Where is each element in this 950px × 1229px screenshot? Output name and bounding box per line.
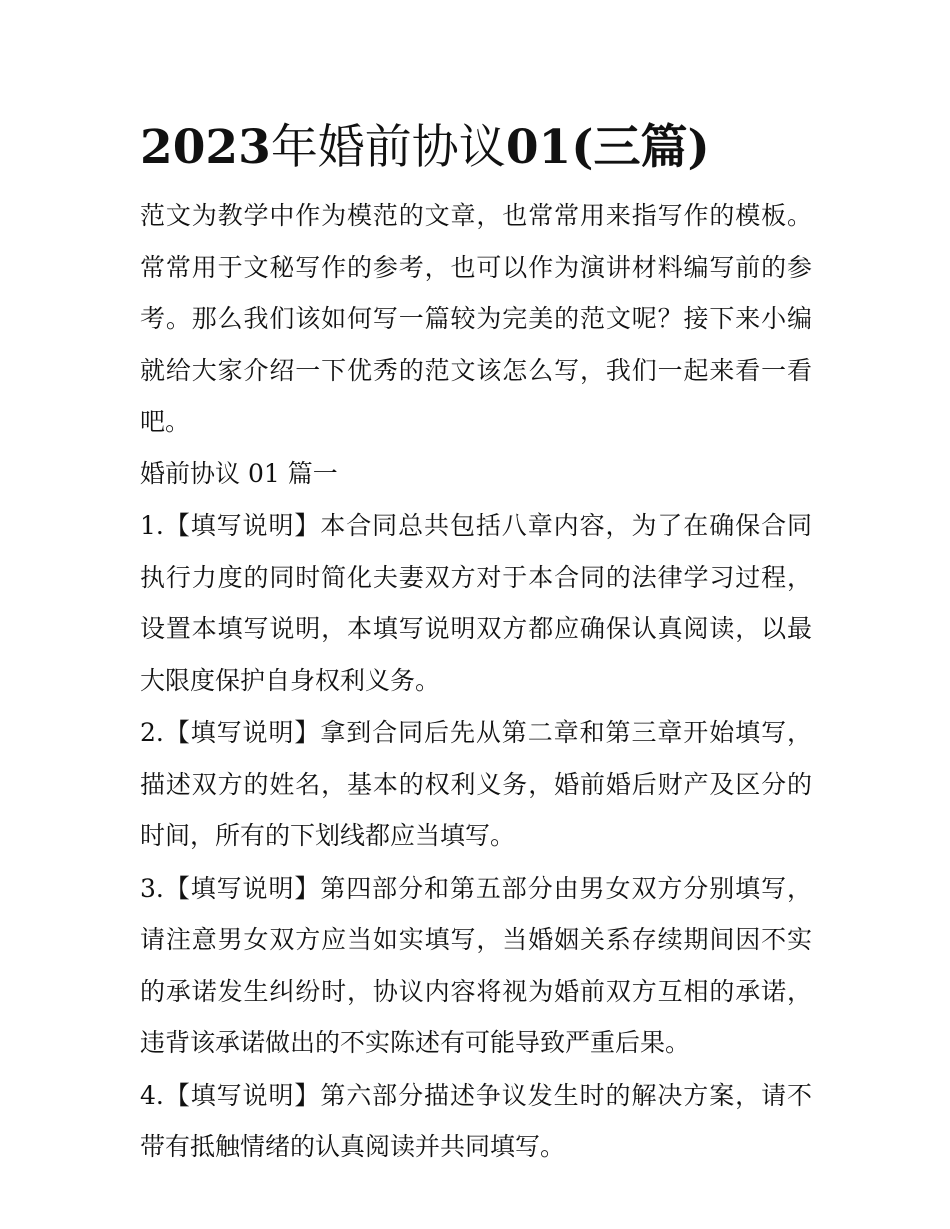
instruction-item-3: 3.【填写说明】第四部分和第五部分由男女双方分别填写，请注意男女双方应当如实填写，当婚姻关系存续期间因不实的承诺发生纠纷时，协议内容将视为婚前双方互相的承诺，违背该承诺做出的不实陈述有可能导致严重后果。 [140, 873, 812, 1057]
instruction-item-2: 2.【填写说明】拿到合同后先从第二章和第三章开始填写，描述双方的姓名，基本的权利义务，婚前婚后财产及区分的时间，所有的下划线都应当填写。 [140, 718, 812, 850]
intro-paragraph: 范文为教学中作为模范的文章，也常常用来指写作的模板。常常用于文秘写作的参考，也可以作为演讲材料编写前的参考。那么我们该如何写一篇较为完美的范文呢？接下来小编就给大家介绍一下优秀的范文该怎么写，我们一起来看一看吧。 [140, 201, 812, 436]
instruction-item-1: 1.【填写说明】本合同总共包括八章内容，为了在确保合同执行力度的同时简化夫妻双方对于本合同的法律学习过程，设置本填写说明，本填写说明双方都应确保认真阅读，以最大限度保护自身权利义务。 [140, 511, 812, 695]
document-title [140, 110, 812, 186]
title-year: 2023 [140, 120, 271, 175]
title-text: 年婚前协议 [270, 120, 506, 175]
instruction-item-4: 4.【填写说明】第六部分描述争议发生时的解决方案，请不带有抵触情绪的认真阅读并共同填写。 [140, 1080, 812, 1161]
section-heading: 婚前协议 01 篇一 [140, 458, 338, 488]
title-number: 01 [505, 120, 572, 175]
document-page [140, 110, 812, 1173]
title-tail: (三篇) [571, 120, 710, 175]
